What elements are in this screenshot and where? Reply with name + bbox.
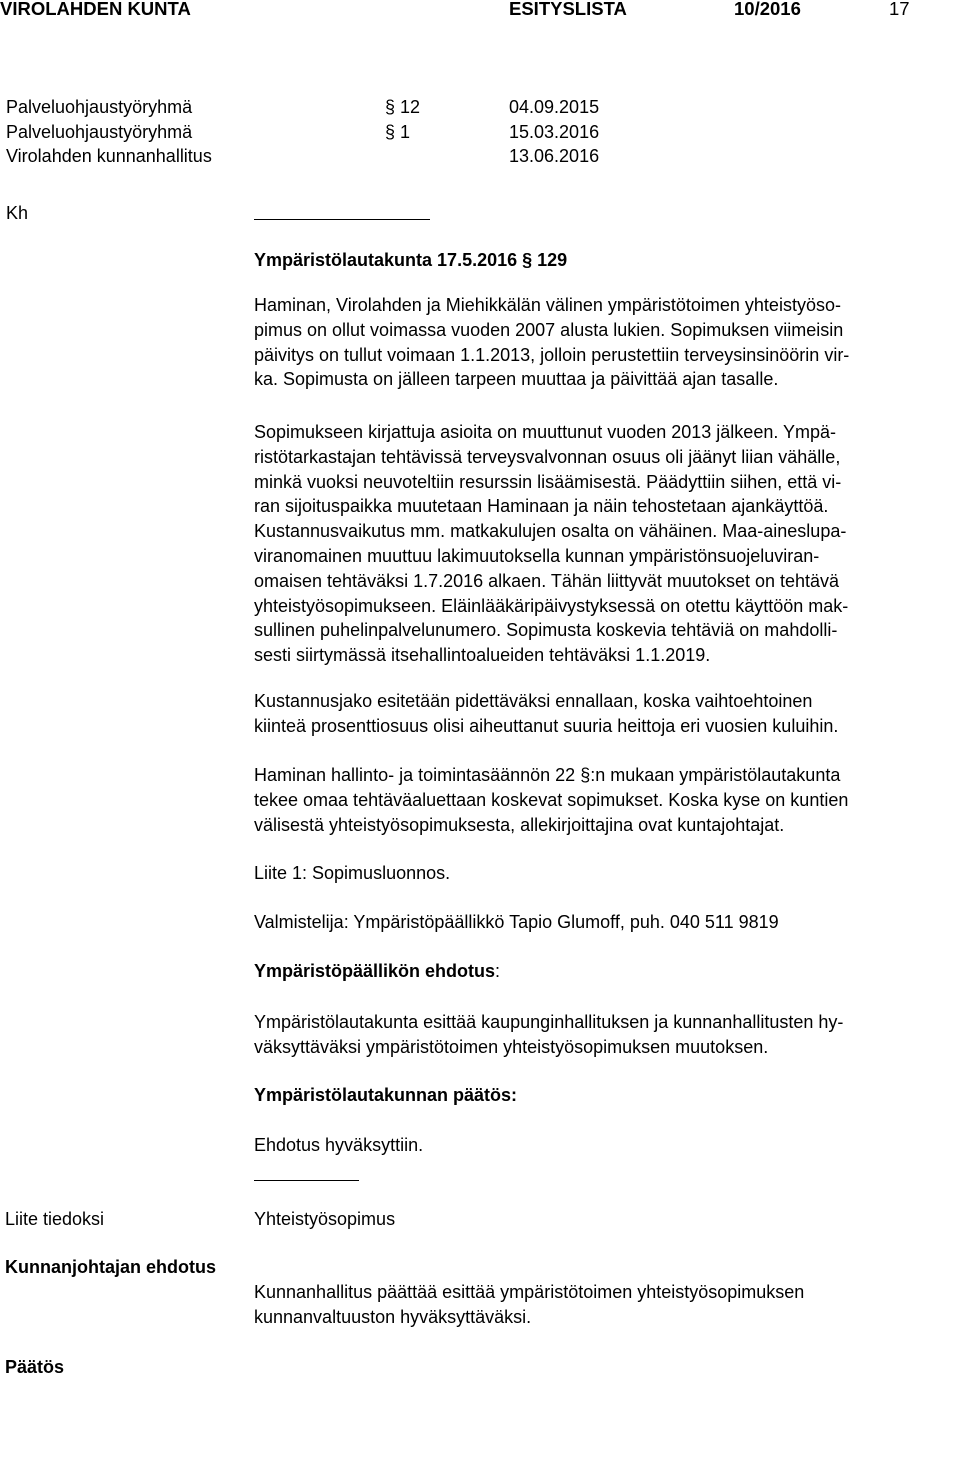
proposal-heading-line [254, 959, 500, 983]
text-line: Ympäristölautakunta esittää kaupunginhallituksen ja kunnanhallitusten hy- [254, 1012, 844, 1032]
attachments-label: Liite tiedoksi [5, 1209, 105, 1229]
history-para: § 1 [385, 122, 411, 142]
paragraph-authority [254, 763, 960, 837]
page-number: 17 [889, 0, 910, 19]
text-line: yhteistyösopimukseen. Eläinlääkäripäivystyksessä on otettu käyttöön mak- [254, 595, 849, 616]
text-line: sesti siirtymässä itsehallintoalueiden tehtäväksi 1.1.2019. [254, 645, 711, 666]
proposal-text [254, 1010, 960, 1060]
mayor-proposal-text [254, 1280, 960, 1330]
text-line: ristötarkastajan tehtävissä terveysvalvonnan osuus oli jäänyt liian vähälle, [254, 446, 841, 467]
history-body: Palveluohjaustyöryhmä [6, 122, 193, 142]
text-line: kunnanvaltuuston hyväksyttäväksi. [254, 1306, 532, 1327]
text-line: ran sijoituspaikka muutetaan Haminaan ja näin tehostetaan ajankäyttöä. [254, 496, 829, 517]
text-line: minkä vuoksi neuvoteltiin resurssin lisäämisestä. Päädyttiin siihen, että vi- [254, 471, 842, 492]
kh-label: Kh [6, 203, 29, 223]
text-line: välisestä yhteistyösopimuksesta, allekirjoittajina ovat kuntajohtajat. [254, 814, 785, 835]
history-para: § 12 [385, 97, 421, 117]
municipality-name: VIROLAHDEN KUNTA [0, 0, 191, 19]
text-line: Kustannusjako esitetään pidettäväksi ennallaan, koska vaihtoehtoinen [254, 691, 813, 711]
paragraph-cost-split [254, 689, 960, 739]
paragraph-background [254, 293, 960, 392]
issue-number: 10/2016 [734, 0, 801, 19]
text-line: viranomainen muuttuu lakimuutoksella kunnan ympäristönsuojeluviran- [254, 545, 820, 566]
text-line: Haminan, Virolahden ja Miehikkälän välinen ympäristötoimen yhteistyöso- [254, 295, 841, 315]
text-line: pimus on ollut voimassa vuoden 2007 alusta lukien. Sopimuksen viimeisin [254, 319, 844, 340]
text-line: kiinteä prosenttiosuus olisi aiheuttanut suuria heittoja eri vuosien kuluihin. [254, 715, 839, 736]
section-heading: Ympäristölautakunta 17.5.2016 § 129 [254, 250, 568, 270]
history-date: 13.06.2016 [509, 146, 600, 166]
text-line: sullinen puhelinpalvelunumero. Sopimusta koskevia tehtäviä on mahdolli- [254, 620, 838, 641]
history-body: Palveluohjaustyöryhmä [6, 97, 193, 117]
attachment-note: Liite 1: Sopimusluonnos. [254, 863, 451, 883]
history-date: 04.09.2015 [509, 97, 600, 117]
text-line: Sopimukseen kirjattuja asioita on muuttunut vuoden 2013 jälkeen. Ympä- [254, 422, 837, 442]
text-line: Haminan hallinto- ja toimintasäännön 22 §:n mukaan ympäristölautakunta [254, 765, 841, 785]
decision-label: Päätös [5, 1357, 65, 1377]
mayor-proposal-label: Kunnanjohtajan ehdotus [5, 1257, 216, 1277]
separator-line [254, 1180, 359, 1181]
preparer-line: Valmistelija: Ympäristöpäällikkö Tapio Glumoff, puh. 040 511 9819 [254, 912, 779, 932]
separator-line [254, 219, 430, 220]
text-line: päivitys on tullut voimaan 1.1.2013, jolloin perustettiin terveysinsinöörin vir- [254, 344, 850, 365]
text-line: Kustannusvaikutus mm. matkakulujen osalta on vähäinen. Maa-aineslupa- [254, 521, 847, 542]
text-line: omaisen tehtäväksi 1.7.2016 alkaen. Tähän liittyvät muutokset on tehtävä [254, 570, 840, 591]
paragraph-changes [254, 420, 960, 668]
text-line: Kunnanhallitus päättää esittää ympäristötoimen yhteistyösopimuksen [254, 1282, 805, 1302]
decision-heading: Ympäristölautakunnan päätös: [254, 1085, 518, 1105]
history-date: 15.03.2016 [509, 122, 600, 142]
text-line: tekee omaa tehtäväaluettaan koskevat sopimukset. Koska kyse on kuntien [254, 789, 849, 810]
text-line: väksyttäväksi ympäristötoimen yhteistyösopimuksen muutoksen. [254, 1036, 769, 1057]
text-line: ka. Sopimusta on jälleen tarpeen muuttaa ja päivittää ajan tasalle. [254, 369, 779, 390]
proposal-heading: Ympäristöpäällikön ehdotus [254, 961, 496, 981]
proposal-colon: : [495, 961, 501, 981]
history-body: Virolahden kunnanhallitus [6, 146, 212, 166]
attachments-value: Yhteistyösopimus [254, 1209, 396, 1229]
document-type: ESITYSLISTA [509, 0, 627, 19]
decision-text: Ehdotus hyväksyttiin. [254, 1135, 424, 1155]
